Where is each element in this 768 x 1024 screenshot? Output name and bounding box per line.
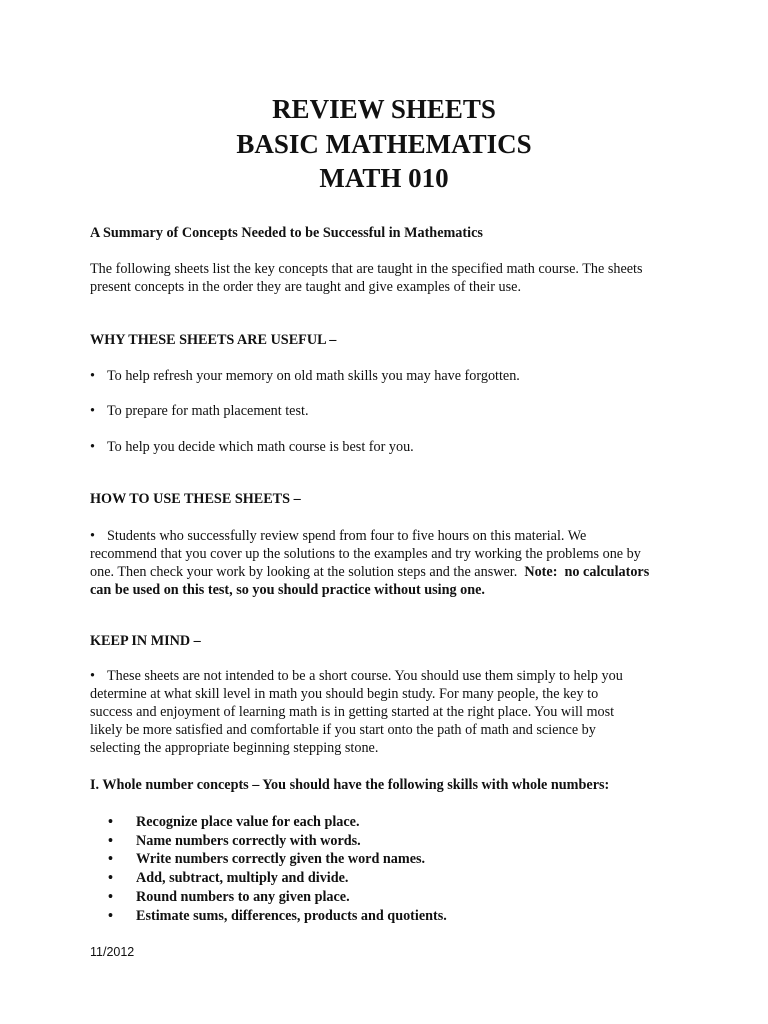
summary-heading: A Summary of Concepts Needed to be Successful in Mathematics [90, 225, 483, 241]
intro-line: The following sheets list the key concepts that are taught in the specified math course. The sheets [90, 261, 643, 277]
how-line [90, 527, 690, 545]
bullet-icon: • [108, 870, 113, 887]
intro-line: present concepts in the order they are taught and give examples of their use. [90, 279, 521, 295]
how-paragraph [90, 527, 690, 599]
keep-section-heading: KEEP IN MIND – [90, 633, 201, 649]
footer-date: 11/2012 [90, 945, 135, 959]
skill-text: Name numbers correctly with words. [136, 832, 361, 849]
why-list-item [90, 402, 690, 420]
why-section-heading: WHY THESE SHEETS ARE USEFUL – [90, 332, 337, 348]
why-list-item [90, 438, 690, 456]
bullet-icon: • [90, 368, 95, 384]
keep-paragraph [90, 667, 690, 757]
section-one-heading: I. Whole number concepts – You should have the following skills with whole numbers: [90, 777, 610, 793]
skill-text: Write numbers correctly given the word names. [136, 851, 426, 868]
skill-list-item [108, 813, 688, 832]
skill-text: Round numbers to any given place. [136, 888, 350, 905]
keep-line: success and enjoyment of learning math is in getting started at the right place. You will most [90, 704, 615, 720]
how-line: recommend that you cover up the solutions to the examples and try working the problems one by [90, 546, 641, 562]
title-line-basic-mathematics: BASIC MATHEMATICS [236, 128, 532, 159]
document-title [0, 92, 768, 196]
how-line [90, 563, 690, 581]
bullet-icon: • [108, 888, 113, 905]
bullet-icon: • [90, 403, 95, 419]
skill-list-item [108, 888, 688, 907]
bullet-icon: • [108, 832, 113, 849]
skill-list-item [108, 850, 688, 869]
title-line-course-code: MATH 010 [319, 163, 449, 193]
how-line-text: Students who successfully review spend from four to five hours on this material. We [107, 528, 587, 544]
how-section-heading: HOW TO USE THESE SHEETS – [90, 491, 301, 507]
why-list-item-text: To prepare for math placement test. [107, 403, 309, 419]
skill-text: Recognize place value for each place. [136, 814, 360, 830]
why-list-item [90, 367, 690, 385]
bullet-icon: • [90, 668, 95, 684]
skill-list-item [108, 832, 688, 851]
why-list-item-text: To help you decide which math course is best for you. [107, 439, 414, 455]
bullet-icon: • [108, 907, 113, 924]
skill-text: Estimate sums, differences, products and quotients. [136, 907, 447, 924]
keep-line: selecting the appropriate beginning stepping stone. [90, 740, 379, 756]
calculator-note-label: Note: no calculators [524, 564, 650, 580]
bullet-icon: • [108, 814, 113, 830]
skill-list-item [108, 907, 688, 926]
intro-paragraph [90, 260, 690, 296]
whole-number-skills-list [108, 813, 688, 925]
keep-line [90, 667, 690, 685]
calculator-note-text: can be used on this test, so you should practice without using one. [90, 582, 485, 598]
bullet-icon: • [90, 439, 95, 455]
bullet-icon: • [108, 851, 113, 868]
keep-line-text: These sheets are not intended to be a short course. You should use them simply to help you [107, 668, 623, 684]
keep-line: likely be more satisfied and comfortable if you start onto the path of math and science by [90, 722, 596, 738]
skill-list-item [108, 869, 688, 888]
how-line-text: one. Then check your work by looking at the solution steps and the answer. [90, 564, 525, 580]
skill-text: Add, subtract, multiply and divide. [136, 870, 349, 887]
bullet-icon: • [90, 528, 95, 544]
title-line-review-sheets: REVIEW SHEETS [272, 94, 496, 124]
why-list-item-text: To help refresh your memory on old math skills you may have forgotten. [107, 368, 520, 384]
keep-line: determine at what skill level in math you should begin study. For many people, the key to [90, 686, 599, 702]
